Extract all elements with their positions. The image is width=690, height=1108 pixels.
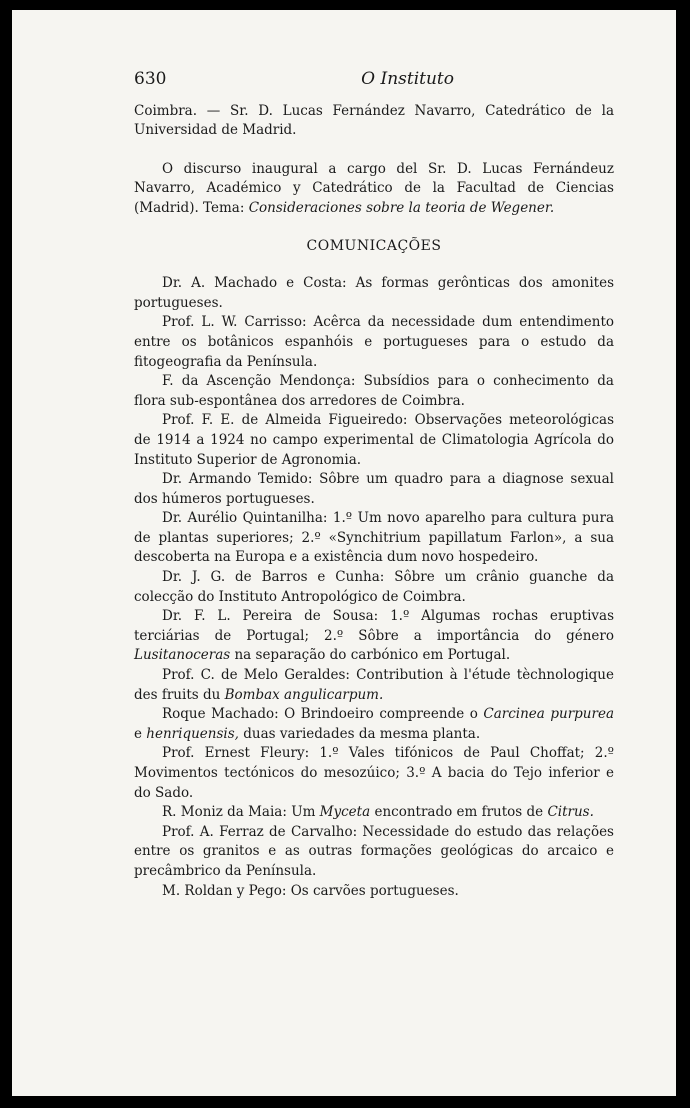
page <box>12 10 676 1096</box>
communication-author: Dr. Armando Temido: <box>162 471 313 488</box>
communication-author: Roque Machado: <box>162 706 279 723</box>
communication-author: Prof. L. W. Carrisso: <box>162 314 307 331</box>
communication-author: Dr. J. G. de Barros e Cunha: <box>162 569 385 586</box>
communication-text: encontrado em frutos de <box>374 804 544 821</box>
communication-text: As formas gerônticas dos amonites portugueses. <box>134 275 614 311</box>
communication-italic: henriquensis, <box>146 725 239 742</box>
communication-text: Um <box>291 804 316 821</box>
communication-author: Dr. Aurélio Quintanilha: <box>162 510 328 527</box>
communication-text: Contribution à l'étude tèchnologique des fruits du <box>134 667 614 703</box>
text-block <box>134 70 614 901</box>
communication-italic: Citrus. <box>547 804 594 821</box>
intro-paragraph-2-text: O discurso inaugural a cargo del Sr. D. Lucas Fernándeuz Navarro, Académico y Catedrático de la Facultad de Ciencias (Madrid). Tema: <box>134 160 614 216</box>
communication-italic: Carcinea purpurea <box>483 706 614 723</box>
running-head <box>134 70 614 90</box>
communication-author: Prof. C. de Melo Geraldes: <box>162 667 350 684</box>
page-number: 630 <box>134 69 167 89</box>
communication-text: 1.º Algumas rochas eruptivas terciárias de Portugal; 2.º Sôbre a importância do género <box>134 608 615 644</box>
communications-list <box>134 274 614 901</box>
intro-paragraph-2 <box>134 160 614 219</box>
communication-item <box>134 705 614 744</box>
communication-text: Sôbre um quadro para a diagnose sexual dos húmeros portugueses. <box>134 471 614 507</box>
communication-text: Necessidade do estudo das relações entre os granitos e as outras formações geológicas do arcaico e precâmbrico da Península. <box>134 823 614 879</box>
communication-text: Acêrca da necessidade dum entendimento entre os botânicos espanhóis e portugueses para o estudo da fitogeografia da Península. <box>134 314 614 370</box>
communication-text: Os carvões portugueses. <box>290 882 459 899</box>
communication-item <box>134 568 614 607</box>
communication-item <box>134 313 614 372</box>
communication-item <box>134 274 614 313</box>
communication-text: 1.º Um novo aparelho para cultura pura de plantas superiores; 2.º «Synchitrium papillatum Farlon», a sua descoberta na Europa e a existência dum novo hospedeiro. <box>134 510 615 566</box>
communication-item <box>134 509 614 568</box>
communication-item <box>134 803 614 823</box>
communication-item <box>134 607 614 666</box>
communication-author: Dr. A. Machado e Costa: <box>162 275 347 292</box>
communication-item <box>134 666 614 705</box>
section-title: COMUNICAÇÕES <box>306 237 442 254</box>
communication-text: Subsídios para o conhecimento da flora sub-espontânea dos arredores de Coimbra. <box>134 373 614 409</box>
communication-author: M. Roldan y Pego: <box>162 882 287 899</box>
communication-author: Prof. F. E. de Almeida Figueiredo: <box>162 412 408 429</box>
communication-author: R. Moniz da Maia: <box>162 804 287 821</box>
communication-text: Observações meteorológicas de 1914 a 1924 no campo experimental de Climatologia Agrícola do Instituto Superior de Agronomia. <box>134 412 615 468</box>
journal-title: O Instituto <box>361 69 454 89</box>
communication-item <box>134 823 614 882</box>
communication-author: Dr. F. L. Pereira de Sousa: <box>162 608 379 625</box>
communication-item <box>134 744 614 803</box>
communication-italic: Lusitanoceras <box>134 647 231 664</box>
communication-text: Sôbre um crânio guanche da colecção do Instituto Antropológico de Coimbra. <box>134 569 614 605</box>
intro-paragraph-1: Coimbra. — Sr. D. Lucas Fernández Navarro, Catedrático de la Universidad de Madrid. <box>134 102 614 139</box>
communication-text: na separação do carbónico em Portugal. <box>234 647 511 664</box>
communication-item <box>134 882 614 902</box>
communication-italic: Myceta <box>319 804 371 821</box>
communication-item <box>134 372 614 411</box>
communication-author: Prof. A. Ferraz de Carvalho: <box>162 823 358 840</box>
lecture-title: Consideraciones sobre la teoria de Wegener. <box>248 199 555 216</box>
communication-author: F. da Ascenção Mendonça: <box>162 373 356 390</box>
communication-text: O Brindoeiro compreende o <box>284 706 478 723</box>
communication-text: duas variedades da mesma planta. <box>243 725 481 742</box>
communication-item <box>134 411 614 470</box>
communication-item <box>134 470 614 509</box>
communication-text: e <box>134 725 142 742</box>
communication-text: 1.º Vales tifónicos de Paul Choffat; 2.º Movimentos tectónicos do mesozúico; 3.º A bacia do Tejo inferior e do Sado. <box>134 745 614 801</box>
communication-italic: Bombax angulicarpum. <box>224 686 384 703</box>
communication-author: Prof. Ernest Fleury: <box>162 745 310 762</box>
